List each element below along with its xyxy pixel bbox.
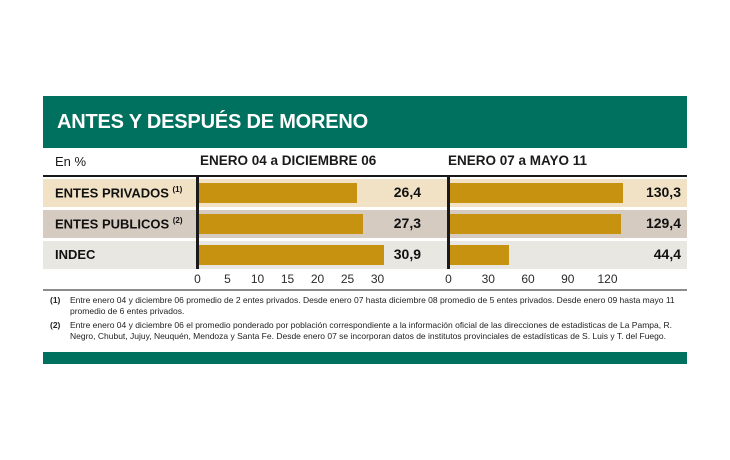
column-headers — [43, 148, 687, 177]
chart-row-3 — [43, 241, 687, 269]
tick-label: 5 — [224, 272, 231, 286]
footnote-marker: (1) — [50, 295, 61, 305]
footnote-ref: (2) — [172, 216, 183, 225]
value-label-period-2: 130,3 — [645, 184, 681, 200]
tick-label: 120 — [597, 272, 618, 286]
tick-label: 0 — [194, 272, 201, 286]
bar-period-1 — [199, 183, 357, 203]
footnote-ref: (1) — [172, 185, 183, 194]
chart-row-1 — [43, 179, 687, 207]
right-axis-line — [447, 177, 450, 269]
footnotes — [43, 295, 683, 345]
tick-label: 10 — [250, 272, 265, 286]
bar-period-2 — [450, 183, 623, 203]
period-1-header: ENERO 04 a DICIEMBRE 06 — [200, 153, 377, 168]
period-2-header: ENERO 07 a MAYO 11 — [448, 153, 588, 168]
footnote-marker: (2) — [50, 320, 61, 330]
title-bar — [43, 96, 687, 148]
footnote-text: Entre enero 04 y diciembre 06 promedio de 2 entes privados. Desde enero 07 hasta diciembre 08 promedio de 5 entes privados. Desde enero 09 hasta mayo 11 promedio de 6 entes privados. — [70, 295, 675, 316]
tick-label: 20 — [310, 272, 325, 286]
divider-line — [43, 289, 687, 291]
tick-label: 60 — [521, 272, 535, 286]
category-label: INDEC — [55, 247, 96, 262]
infographic — [43, 96, 687, 364]
value-label-period-1: 30,9 — [393, 246, 421, 262]
bar-period-1 — [199, 214, 363, 234]
chart-rows — [43, 179, 687, 269]
value-label-period-1: 26,4 — [393, 184, 421, 200]
tick-label: 30 — [481, 272, 495, 286]
tick-label: 90 — [561, 272, 575, 286]
value-label-period-1: 27,3 — [393, 215, 421, 231]
unit-label: En % — [55, 154, 87, 169]
footnote-text: Entre enero 04 y diciembre 06 el promedio ponderado por población correspondiente a la información oficial de las direcciones de estadisticas de La Pampa, R. Negro, Chubut, Jujuy, Neuquén, Mendoza y Santa Fe. Desde enero 07 se incorporan datos de institutos provinciales de estadísticas de S. Luis y T. del Fuego. — [70, 320, 672, 341]
tick-label: 30 — [370, 272, 385, 286]
category-label: ENTES PUBLICOS $^{(2)}$ — [55, 216, 183, 232]
bar-period-2 — [450, 214, 621, 234]
bar-period-1 — [199, 245, 384, 265]
footnote-1 — [43, 295, 683, 317]
value-label-period-2: 129,4 — [645, 215, 681, 231]
value-label-period-2: 44,4 — [653, 246, 681, 262]
tick-label: 15 — [280, 272, 295, 286]
tick-label: 0 — [445, 272, 452, 286]
axis-ticks — [43, 269, 687, 287]
bar-period-2 — [450, 245, 509, 265]
tick-label: 25 — [340, 272, 355, 286]
bottom-accent-bar — [43, 352, 687, 364]
chart-row-2 — [43, 210, 687, 238]
footnote-2 — [43, 320, 683, 342]
chart-title: ANTES Y DESPUÉS DE MORENO — [57, 110, 368, 133]
left-axis-line — [196, 177, 199, 269]
category-label: ENTES PRIVADOS $^{(1)}$ — [55, 185, 183, 201]
